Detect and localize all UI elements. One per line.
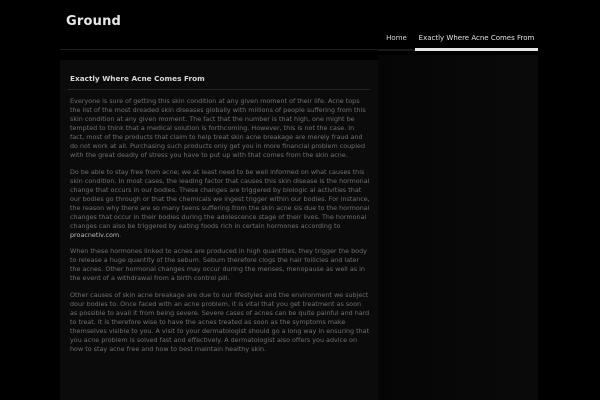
post-title: Exactly Where Acne Comes From	[70, 74, 205, 83]
site-title[interactable]: Ground	[66, 14, 122, 29]
paragraph: Everyone is sure of getting this skin condition at any given moment of their life. Acne tops the list of the most dreaded skin diseases globally with millions of people suffering from this skin condition at any given moment. The fact that the number is that high, one might be tempted to think that a medical solution is forthcoming. However, this is not the case. In fact, most of the products that claim to help treat skin acne breakage are merely fraud and do not work at all. Purchasing such products only get you in more financial problem coupled with the great deadly of stress you have to put up with that comes from the skin acne.	[70, 97, 366, 159]
link-suffix: .	[119, 230, 122, 239]
proacnetiv-link[interactable]: proacnetiv.com	[70, 230, 120, 239]
sidebar	[378, 55, 538, 400]
nav-item-home[interactable]: Home	[378, 29, 415, 51]
post-body	[70, 97, 370, 361]
post-content	[60, 60, 378, 400]
post-title-divider	[68, 89, 370, 90]
paragraph: When these hormones linked to acnes are produced in high quantities, they trigger the body to release a huge quantity of the sebum. Sebum therefore clogs the hair follicles and later the acnes. Other hormonal changes may occur during the menses, menopause as well as in the event of a withdrawal from a birth control pill.	[70, 247, 367, 282]
paragraph-text: Do be able to stay free from acne; we at least need to be well informed on what causes this skin condition. In most cases, the leading factor that causes this skin disease is the hormonal change that occurs in our bodies. These changes are triggered by biologic al activities that our bodies go through or that the chemicals we ingest trigger within our bodies. For instance, the reason why there are so many teens suffering from the skin acne sis due to the hormonal changes that occur in their bodies during the adolescence stage of their lives. The hormonal changes can also be triggered by eating foods rich in certain hormones according to	[70, 167, 370, 230]
main-nav	[378, 29, 538, 51]
header-divider	[60, 49, 378, 50]
site-header	[0, 0, 600, 52]
paragraph: Other causes of skin acne breakage are due to our lifestyles and the environment we subject dour bodies to. Once faced with an acne problem, it is vital that you get treatment as soon as possible to avail it from being severe. Severe cases of acnes can be quite painful and hard to treat. It is therefore wise to have the acnes treated as soon as the symptoms make themselves visible to you. A visit to your dermatologist should go a long way in ensuring that you acne problem is solved fast and effectively. A dermatologist also offers you advice on how to stay acne free and how to best maintain healthy skin.	[70, 290, 370, 353]
nav-item-current-page[interactable]: Exactly Where Acne Comes From	[415, 29, 538, 51]
paragraph	[70, 168, 370, 240]
